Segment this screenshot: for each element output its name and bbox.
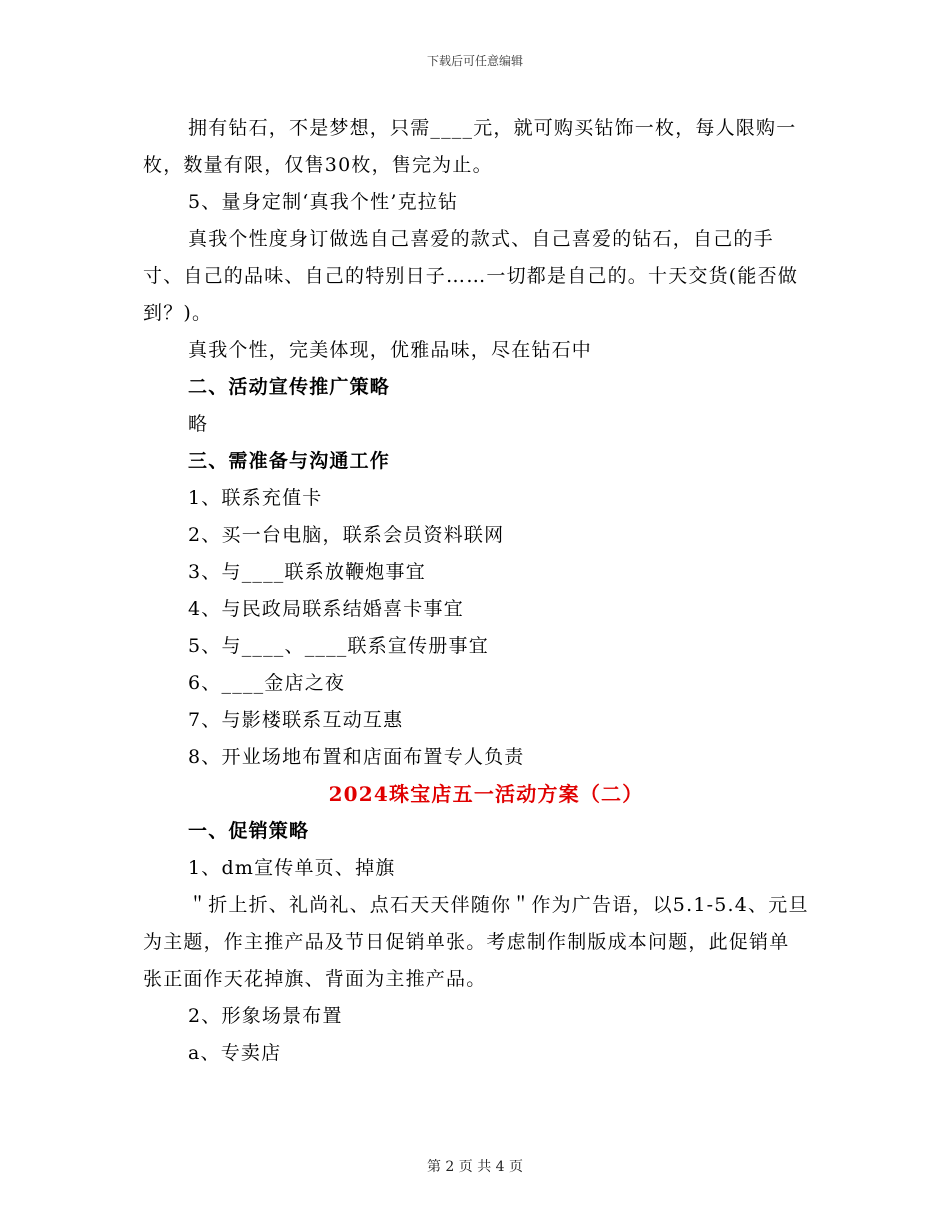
section-heading: 三、需准备与沟通工作 xyxy=(188,450,391,472)
list-item: 1、dm宣传单页、掉旗 xyxy=(188,857,396,879)
document-body xyxy=(143,110,809,1072)
list-item: 5、量身定制‘真我个性’克拉钻 xyxy=(188,191,459,213)
paragraph: 拥有钻石，不是梦想，只需____元，就可购买钻饰一枚，每人限购一枚，数量有限，仅售30枚，售完为止。 xyxy=(143,117,797,176)
list-item: 5、与____、____联系宣传册事宜 xyxy=(188,635,489,657)
section-heading: 一、促销策略 xyxy=(188,820,310,842)
list-item: 3、与____联系放鞭炮事宜 xyxy=(188,561,426,583)
paragraph: 略 xyxy=(188,413,209,435)
list-item: a、专卖店 xyxy=(188,1042,282,1064)
section-heading: 二、活动宣传推广策略 xyxy=(188,376,391,398)
list-item: 8、开业场地布置和店面布置专人负责 xyxy=(188,746,525,768)
document-title: 2024珠宝店五一活动方案（二） xyxy=(328,782,644,806)
page-footer: 第 2 页 共 4 页 xyxy=(426,1159,524,1175)
list-item: 4、与民政局联系结婚喜卡事宜 xyxy=(188,598,464,620)
list-item: 1、联系充值卡 xyxy=(188,487,323,509)
page-header: 下载后可任意编辑 xyxy=(426,54,523,68)
list-item: 2、形象场景布置 xyxy=(188,1005,343,1027)
list-item: 2、买一台电脑，联系会员资料联网 xyxy=(188,524,505,546)
list-item: 7、与影楼联系互动互惠 xyxy=(188,709,404,731)
paragraph: ＂折上折、礼尚礼、点石天天伴随你＂作为广告语，以5.1-5.4、元旦为主题，作主推产品及节日促销单张。考虑制作制版成本问题，此促销单张正面作天花掉旗、背面为主推产品。 xyxy=(143,894,809,990)
list-item: 6、____金店之夜 xyxy=(188,672,346,694)
paragraph: 真我个性度身订做选自己喜爱的款式、自己喜爱的钻石，自己的手寸、自己的品味、自己的特别日子……一切都是自己的。十天交货(能否做到？)。 xyxy=(143,228,799,324)
paragraph: 真我个性，完美体现，优雅品味，尽在钻石中 xyxy=(188,339,593,361)
